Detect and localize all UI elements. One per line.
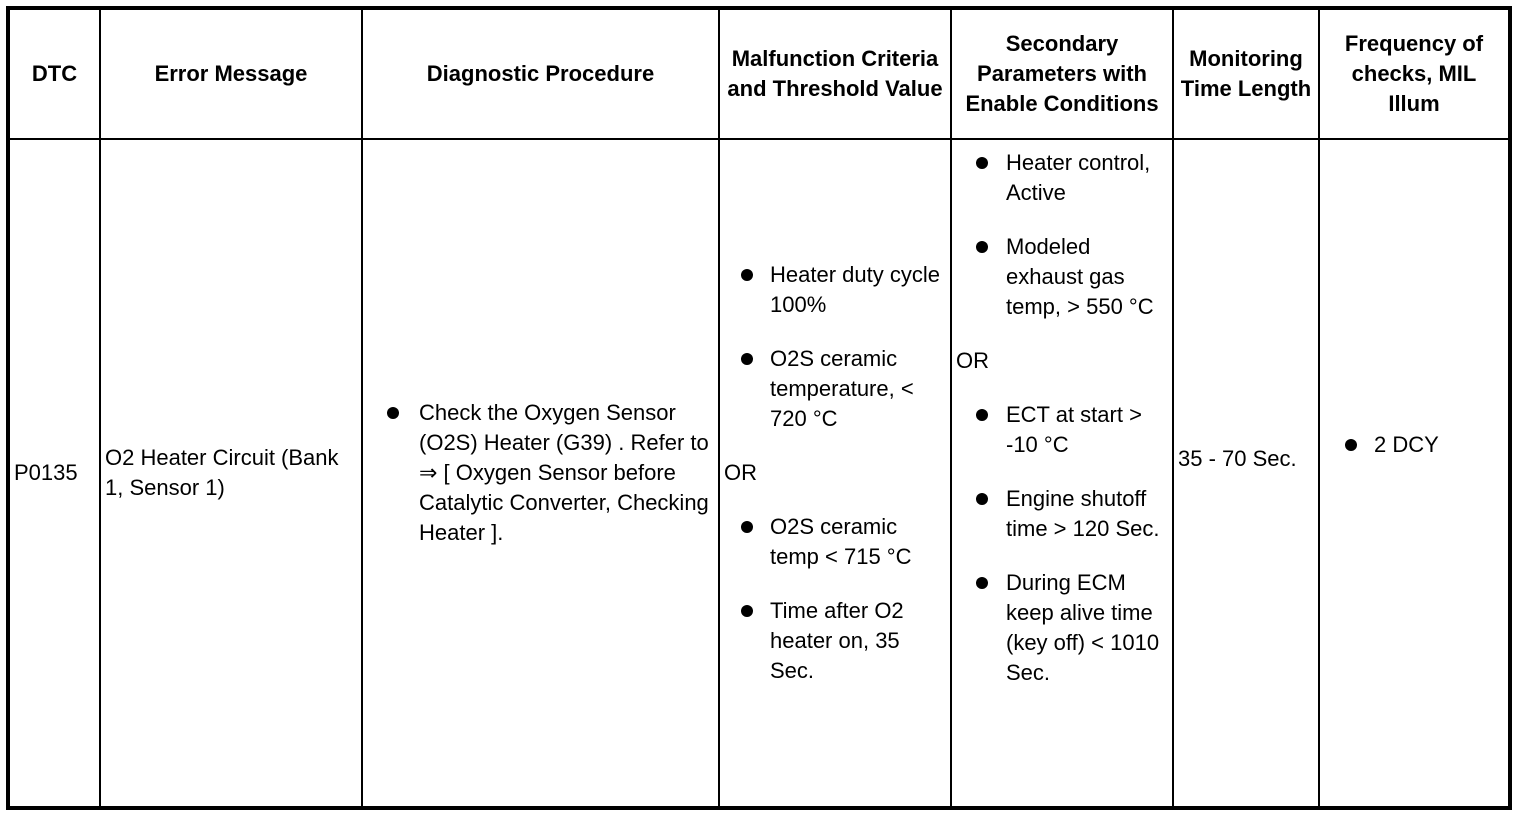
criteria-item: Heater duty cycle 100% — [724, 260, 946, 320]
cell-malfunction-criteria — [719, 139, 951, 808]
criteria-group-1 — [724, 260, 946, 434]
cell-monitoring-time — [1173, 139, 1319, 808]
header-diagnostic-procedure: Diagnostic Procedure — [362, 8, 719, 139]
monitoring-time-value: 35 - 70 Sec. — [1178, 446, 1297, 471]
criteria-item: Time after O2 heater on, 35 Sec. — [724, 596, 946, 686]
dtc-table — [6, 6, 1512, 810]
header-malfunction-criteria: Malfunction Criteria and Threshold Value — [719, 8, 951, 139]
header-dtc: DTC — [8, 8, 100, 139]
secondary-group-2 — [956, 400, 1168, 688]
frequency-item: 2 DCY — [1324, 430, 1504, 460]
procedure-list — [367, 398, 714, 548]
header-frequency: Frequency of checks, MIL Illum — [1319, 8, 1510, 139]
criteria-or-label: OR — [724, 460, 757, 485]
frequency-list — [1324, 430, 1504, 460]
criteria-item: O2S ceramic temp < 715 °C — [724, 512, 946, 572]
secondary-item: ECT at start > -10 °C — [956, 400, 1168, 460]
header-secondary-parameters: Secondary Parameters with Enable Conditions — [951, 8, 1173, 139]
table-row — [8, 139, 1510, 808]
cell-diagnostic-procedure — [362, 139, 719, 808]
header-monitoring-time: Monitoring Time Length — [1173, 8, 1319, 139]
secondary-item: Engine shutoff time > 120 Sec. — [956, 484, 1168, 544]
cell-error-message: O2 Heater Circuit (Bank 1, Sensor 1) — [100, 139, 362, 808]
secondary-group-1 — [956, 148, 1168, 322]
header-row — [8, 8, 1510, 139]
procedure-item: Check the Oxygen Sensor (O2S) Heater (G39) . Refer to ⇒ [ Oxygen Sensor before Catalytic Converter, Checking Heater ]. — [367, 398, 714, 548]
secondary-item: Heater control, Active — [956, 148, 1168, 208]
cell-secondary-parameters — [951, 139, 1173, 808]
secondary-item: During ECM keep alive time (key off) < 1010 Sec. — [956, 568, 1168, 688]
cell-frequency — [1319, 139, 1510, 808]
criteria-group-2 — [724, 512, 946, 686]
criteria-item: O2S ceramic temperature, < 720 °C — [724, 344, 946, 434]
cell-dtc: P0135 — [8, 139, 100, 808]
secondary-or-label: OR — [956, 348, 989, 373]
secondary-item: Modeled exhaust gas temp, > 550 °C — [956, 232, 1168, 322]
header-error-message: Error Message — [100, 8, 362, 139]
